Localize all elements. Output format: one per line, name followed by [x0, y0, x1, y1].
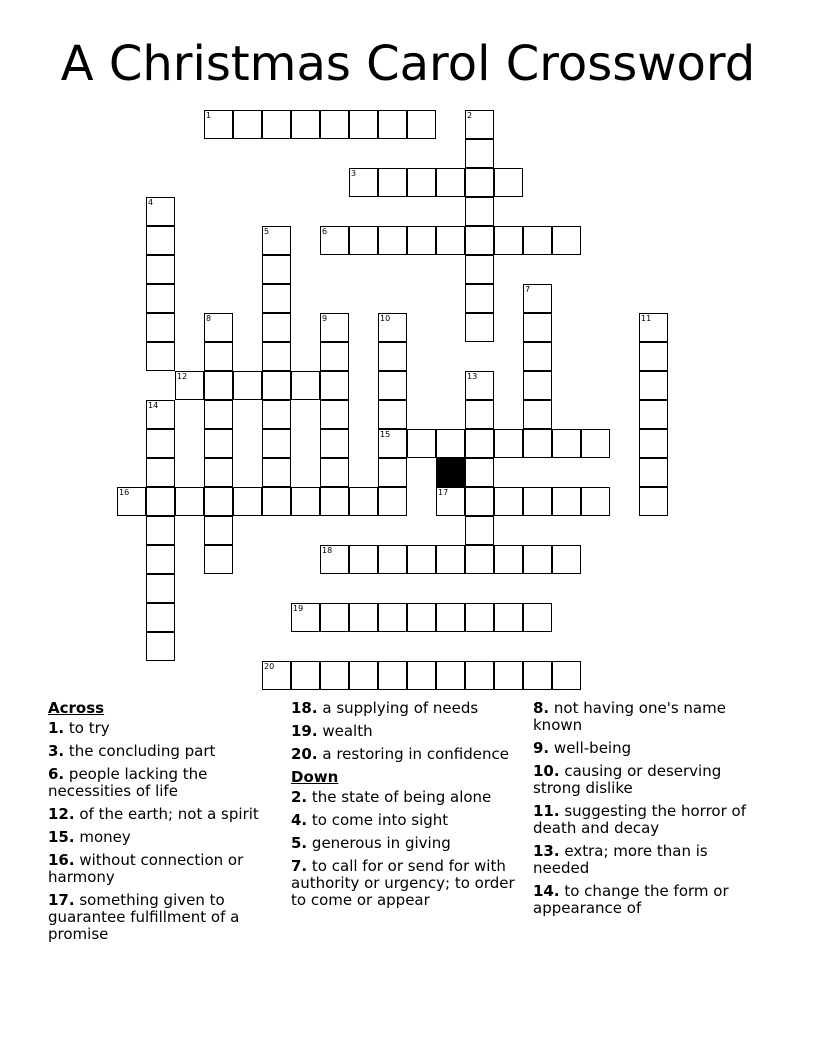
clue-number: 20.	[291, 745, 318, 763]
grid-cell[interactable]	[523, 661, 552, 690]
clue-down-8	[533, 700, 768, 734]
clue-text: causing or deserving strong dislike	[533, 762, 722, 797]
grid-cell[interactable]	[523, 429, 552, 458]
grid-cell[interactable]	[349, 168, 378, 197]
clue-down-14	[533, 883, 768, 917]
grid-cell[interactable]	[639, 313, 668, 342]
grid-cell[interactable]	[465, 458, 494, 487]
grid-cell[interactable]	[320, 603, 349, 632]
grid-cell[interactable]	[465, 603, 494, 632]
grid-cell[interactable]	[146, 574, 175, 603]
grid-cell[interactable]	[494, 545, 523, 574]
grid-cell[interactable]	[378, 226, 407, 255]
grid-cell[interactable]	[320, 458, 349, 487]
grid-cell[interactable]	[378, 429, 407, 458]
grid-cell[interactable]	[465, 545, 494, 574]
grid-cell[interactable]	[378, 487, 407, 516]
grid-cell[interactable]	[465, 313, 494, 342]
clue-down-10	[533, 763, 768, 797]
clue-number-label: 9	[322, 314, 328, 323]
clue-text: without connection or harmony	[48, 851, 244, 886]
grid-cell[interactable]	[262, 110, 291, 139]
clue-column-3	[533, 700, 768, 923]
clue-down-7	[291, 858, 526, 909]
clue-text: to change the form or appearance of	[533, 882, 729, 917]
grid-cell[interactable]	[262, 342, 291, 371]
grid-cell[interactable]	[378, 400, 407, 429]
grid-cell[interactable]	[552, 429, 581, 458]
clue-across-12	[48, 806, 283, 823]
clue-number: 4.	[291, 811, 308, 829]
grid-cell[interactable]	[436, 226, 465, 255]
grid-cell[interactable]	[523, 371, 552, 400]
clue-number-label: 7	[525, 285, 531, 294]
clue-text: people lacking the necessities of life	[48, 765, 208, 800]
grid-cell[interactable]	[407, 168, 436, 197]
grid-cell[interactable]	[349, 110, 378, 139]
grid-cell[interactable]	[465, 400, 494, 429]
grid-cell[interactable]	[117, 487, 146, 516]
clue-across-18	[291, 700, 526, 717]
clue-text: not having one's name known	[533, 699, 726, 734]
clue-text: money	[79, 828, 131, 846]
grid-cell[interactable]	[349, 226, 378, 255]
grid-cell[interactable]	[204, 400, 233, 429]
grid-cell[interactable]	[204, 516, 233, 545]
clue-number: 15.	[48, 828, 75, 846]
clue-text: a restoring in confidence	[322, 745, 509, 763]
clue-text: the state of being alone	[311, 788, 492, 806]
clue-across-3	[48, 743, 283, 760]
clue-text: the concluding part	[68, 742, 216, 760]
grid-cell[interactable]	[233, 371, 262, 400]
clue-number-label: 10	[380, 314, 391, 323]
clue-number: 13.	[533, 842, 560, 860]
grid-cell[interactable]	[204, 429, 233, 458]
clue-number-label: 16	[119, 488, 130, 497]
clue-text: a supplying of needs	[322, 699, 479, 717]
clue-across-17	[48, 892, 283, 943]
clue-across-15	[48, 829, 283, 846]
clue-number: 10.	[533, 762, 560, 780]
clue-across-1	[48, 720, 283, 737]
grid-cell[interactable]	[146, 400, 175, 429]
grid-cell[interactable]	[146, 458, 175, 487]
clue-number-label: 18	[322, 546, 333, 555]
grid-cell[interactable]	[523, 342, 552, 371]
page-title: A Christmas Carol Crossword	[60, 36, 756, 92]
grid-cell[interactable]	[523, 603, 552, 632]
grid-cell[interactable]	[465, 516, 494, 545]
grid-cell[interactable]	[378, 661, 407, 690]
clue-number-label: 3	[351, 169, 357, 178]
clue-column-1	[48, 700, 283, 949]
clue-number: 14.	[533, 882, 560, 900]
clue-text: suggesting the horror of death and decay	[533, 802, 746, 837]
grid-cell[interactable]	[407, 429, 436, 458]
grid-cell[interactable]	[465, 197, 494, 226]
grid-cell[interactable]	[262, 313, 291, 342]
grid-cell[interactable]	[407, 110, 436, 139]
grid-cell[interactable]	[262, 661, 291, 690]
grid-cell[interactable]	[465, 110, 494, 139]
grid-cell[interactable]	[465, 168, 494, 197]
grid-cell[interactable]	[494, 603, 523, 632]
grid-cell[interactable]	[639, 487, 668, 516]
clue-number: 9.	[533, 739, 550, 757]
grid-cell[interactable]	[320, 110, 349, 139]
grid-cell[interactable]	[552, 661, 581, 690]
grid-cell[interactable]	[175, 487, 204, 516]
clue-text: generous in giving	[311, 834, 451, 852]
grid-cell[interactable]	[146, 284, 175, 313]
grid-cell[interactable]	[639, 371, 668, 400]
clue-down-2	[291, 789, 526, 806]
clue-number: 6.	[48, 765, 65, 783]
grid-cell[interactable]	[581, 429, 610, 458]
grid-cell[interactable]	[320, 313, 349, 342]
grid-cell[interactable]	[204, 371, 233, 400]
grid-cell[interactable]	[378, 371, 407, 400]
grid-cell[interactable]	[465, 284, 494, 313]
grid-cell[interactable]	[465, 139, 494, 168]
clue-text: well-being	[553, 739, 632, 757]
clue-text: to call for or send for with authority or urgency; to order to come or appear	[291, 857, 515, 909]
grid-cell[interactable]	[494, 168, 523, 197]
clue-across-16	[48, 852, 283, 886]
clue-down-9	[533, 740, 768, 757]
grid-cell[interactable]	[378, 545, 407, 574]
grid-cell[interactable]	[262, 226, 291, 255]
grid-cell[interactable]	[523, 284, 552, 313]
clue-text: of the earth; not a spirit	[79, 805, 259, 823]
clue-text: something given to guarantee fulfillment of a promise	[48, 891, 240, 943]
clue-number: 16.	[48, 851, 75, 869]
grid-cell[interactable]	[320, 226, 349, 255]
grid-cell[interactable]	[349, 545, 378, 574]
grid-cell[interactable]	[262, 371, 291, 400]
black-square	[436, 458, 465, 487]
clue-number-label: 5	[264, 227, 270, 236]
clue-number: 8.	[533, 699, 550, 717]
grid-cell[interactable]	[146, 632, 175, 661]
grid-cell[interactable]	[175, 371, 204, 400]
clue-number: 5.	[291, 834, 308, 852]
grid-cell[interactable]	[465, 371, 494, 400]
grid-cell[interactable]	[465, 429, 494, 458]
grid-cell[interactable]	[146, 255, 175, 284]
grid-cell[interactable]	[436, 429, 465, 458]
clue-number: 17.	[48, 891, 75, 909]
grid-cell[interactable]	[465, 226, 494, 255]
grid-cell[interactable]	[436, 545, 465, 574]
grid-cell[interactable]	[407, 226, 436, 255]
grid-cell[interactable]	[146, 342, 175, 371]
clue-across-19	[291, 723, 526, 740]
grid-cell[interactable]	[494, 661, 523, 690]
clue-number-label: 19	[293, 604, 304, 613]
clue-text: wealth	[322, 722, 373, 740]
grid-cell[interactable]	[639, 342, 668, 371]
across-header: Across	[48, 699, 105, 717]
grid-cell[interactable]	[233, 110, 262, 139]
grid-cell[interactable]	[291, 487, 320, 516]
grid-cell[interactable]	[320, 400, 349, 429]
grid-cell[interactable]	[146, 226, 175, 255]
grid-cell[interactable]	[320, 545, 349, 574]
grid-cell[interactable]	[639, 458, 668, 487]
grid-cell[interactable]	[320, 342, 349, 371]
grid-cell[interactable]	[291, 110, 320, 139]
grid-cell[interactable]	[523, 226, 552, 255]
clue-number-label: 12	[177, 372, 188, 381]
clue-number-label: 20	[264, 662, 275, 671]
grid-cell[interactable]	[494, 429, 523, 458]
down-header: Down	[291, 768, 339, 786]
grid-cell[interactable]	[146, 429, 175, 458]
grid-cell[interactable]	[146, 545, 175, 574]
grid-cell[interactable]	[436, 661, 465, 690]
grid-cell[interactable]	[291, 603, 320, 632]
clue-across-6	[48, 766, 283, 800]
grid-cell[interactable]	[378, 603, 407, 632]
clue-number-label: 8	[206, 314, 212, 323]
grid-cell[interactable]	[465, 255, 494, 284]
grid-cell[interactable]	[436, 487, 465, 516]
clue-number-label: 2	[467, 111, 473, 120]
grid-cell[interactable]	[523, 545, 552, 574]
grid-cell[interactable]	[146, 516, 175, 545]
clue-number: 1.	[48, 719, 65, 737]
grid-cell[interactable]	[262, 429, 291, 458]
grid-cell[interactable]	[552, 226, 581, 255]
clue-text: extra; more than is needed	[533, 842, 708, 877]
clue-down-13	[533, 843, 768, 877]
clue-down-11	[533, 803, 768, 837]
grid-cell[interactable]	[146, 487, 175, 516]
grid-cell[interactable]	[146, 313, 175, 342]
clue-down-4	[291, 812, 526, 829]
grid-cell[interactable]	[146, 603, 175, 632]
grid-cell[interactable]	[146, 197, 175, 226]
grid-cell[interactable]	[552, 545, 581, 574]
grid-cell[interactable]	[320, 487, 349, 516]
clue-number-label: 4	[148, 198, 154, 207]
grid-cell[interactable]	[523, 487, 552, 516]
grid-cell[interactable]	[378, 458, 407, 487]
grid-cell[interactable]	[436, 603, 465, 632]
clue-column-2	[291, 700, 526, 915]
clue-number: 19.	[291, 722, 318, 740]
grid-cell[interactable]	[523, 400, 552, 429]
grid-cell[interactable]	[552, 487, 581, 516]
clue-number: 3.	[48, 742, 65, 760]
grid-cell[interactable]	[407, 603, 436, 632]
grid-cell[interactable]	[291, 371, 320, 400]
clue-text: to try	[68, 719, 110, 737]
clue-number: 7.	[291, 857, 308, 875]
grid-cell[interactable]	[465, 661, 494, 690]
clue-text: to come into sight	[311, 811, 449, 829]
clue-number: 2.	[291, 788, 308, 806]
grid-cell[interactable]	[204, 458, 233, 487]
grid-cell[interactable]	[581, 487, 610, 516]
grid-cell[interactable]	[639, 429, 668, 458]
grid-cell[interactable]	[262, 400, 291, 429]
grid-cell[interactable]	[262, 255, 291, 284]
grid-cell[interactable]	[378, 110, 407, 139]
grid-cell[interactable]	[204, 313, 233, 342]
grid-cell[interactable]	[349, 603, 378, 632]
clue-number-label: 11	[641, 314, 652, 323]
grid-cell[interactable]	[262, 284, 291, 313]
clue-number-label: 14	[148, 401, 159, 410]
grid-cell[interactable]	[523, 313, 552, 342]
grid-cell[interactable]	[291, 661, 320, 690]
clue-down-5	[291, 835, 526, 852]
grid-cell[interactable]	[320, 371, 349, 400]
clue-number: 11.	[533, 802, 560, 820]
clue-number: 12.	[48, 805, 75, 823]
clue-number: 18.	[291, 699, 318, 717]
grid-cell[interactable]	[204, 487, 233, 516]
grid-cell[interactable]	[407, 545, 436, 574]
clue-number-label: 1	[206, 111, 212, 120]
grid-cell[interactable]	[204, 545, 233, 574]
grid-cell[interactable]	[378, 342, 407, 371]
grid-cell[interactable]	[204, 342, 233, 371]
grid-cell[interactable]	[494, 226, 523, 255]
clue-number-label: 6	[322, 227, 328, 236]
grid-cell[interactable]	[204, 110, 233, 139]
grid-cell[interactable]	[262, 487, 291, 516]
grid-cell[interactable]	[349, 661, 378, 690]
grid-cell[interactable]	[465, 487, 494, 516]
grid-cell[interactable]	[494, 487, 523, 516]
clue-number-label: 17	[438, 488, 449, 497]
grid-cell[interactable]	[233, 487, 262, 516]
grid-cell[interactable]	[262, 458, 291, 487]
grid-cell[interactable]	[436, 168, 465, 197]
grid-cell[interactable]	[378, 168, 407, 197]
clue-across-20	[291, 746, 526, 763]
grid-cell[interactable]	[378, 313, 407, 342]
clue-number-label: 15	[380, 430, 391, 439]
clue-number-label: 13	[467, 372, 478, 381]
grid-cell[interactable]	[349, 487, 378, 516]
grid-cell[interactable]	[639, 400, 668, 429]
grid-cell[interactable]	[320, 661, 349, 690]
grid-cell[interactable]	[407, 661, 436, 690]
grid-cell[interactable]	[320, 429, 349, 458]
